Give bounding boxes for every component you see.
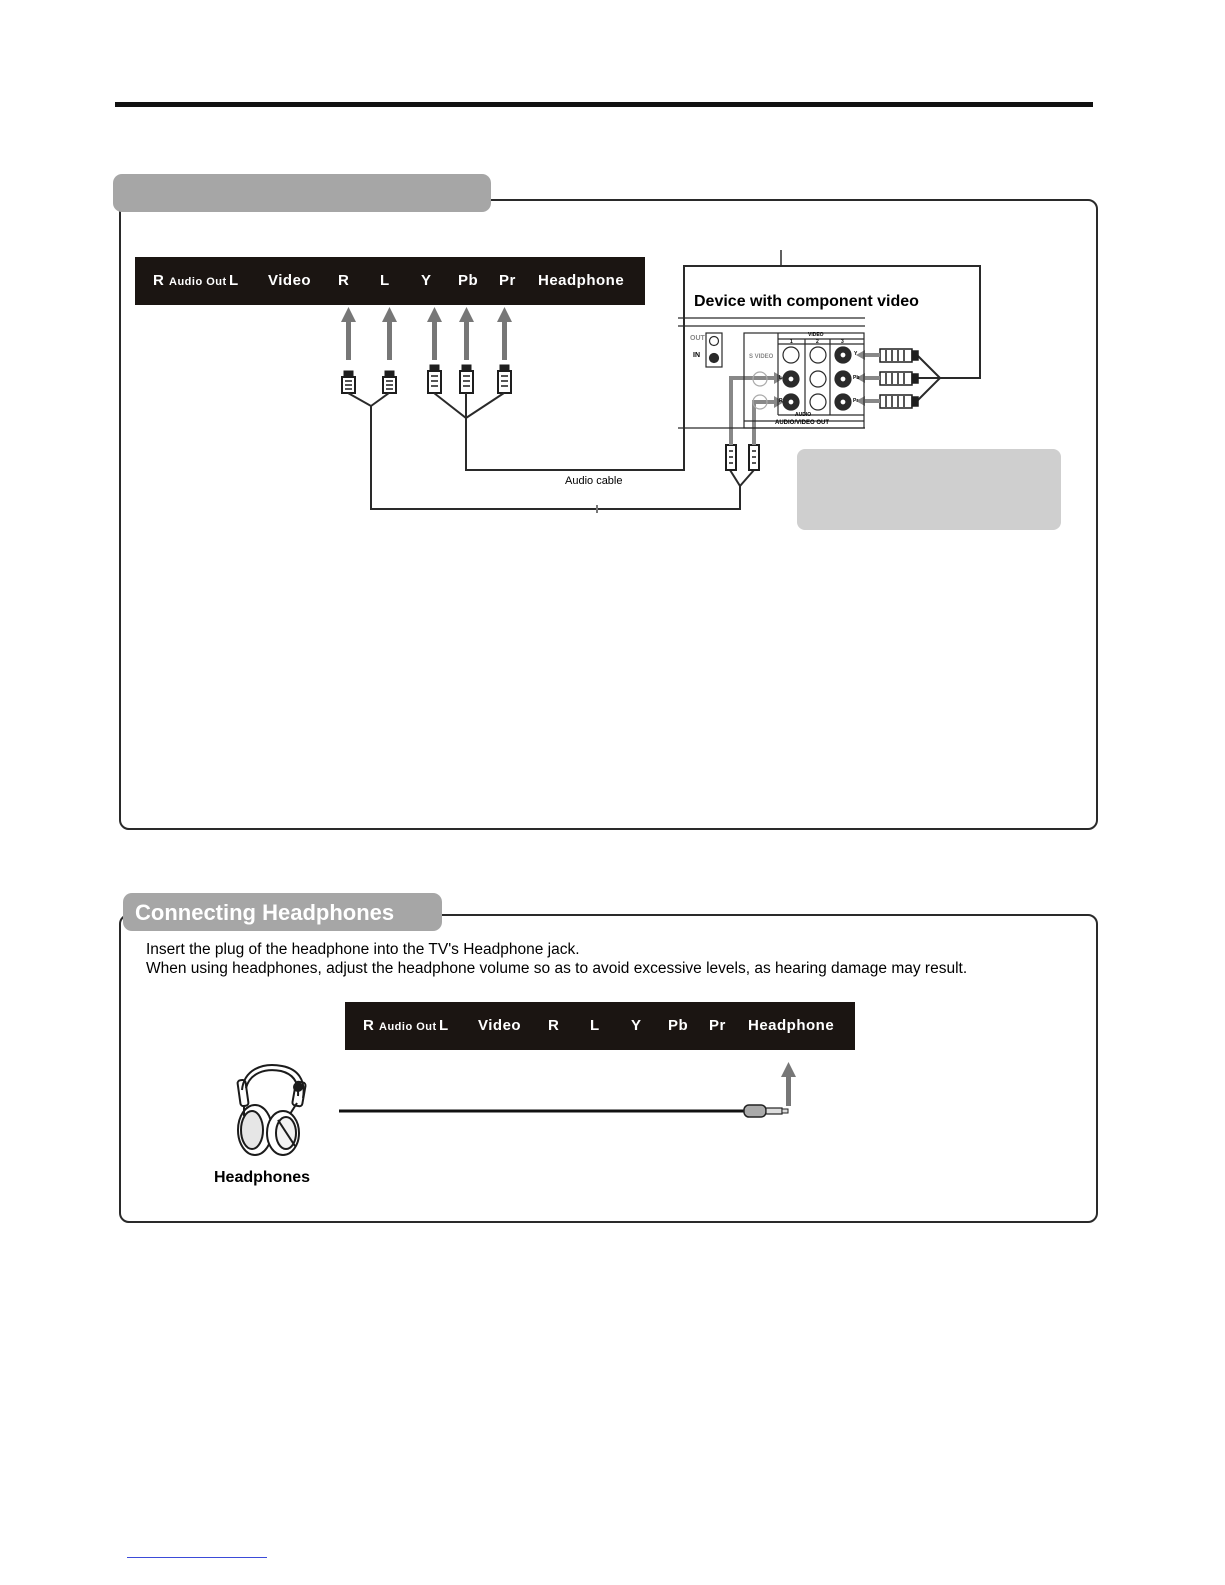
- jack-label-l: L: [380, 272, 390, 289]
- headphone-arrow: [781, 1062, 796, 1106]
- device-av-out-label: AUDIO/VIDEO OUT: [775, 420, 830, 426]
- headphones-instruction-2: When using headphones, adjust the headphone volume so as to avoid excessive levels, as hearing damage may result.: [146, 960, 968, 977]
- headphone-plug-icon: [744, 1105, 788, 1117]
- footer-link-underline[interactable]: [127, 1557, 267, 1558]
- device-col3-label: 3: [841, 339, 844, 345]
- device-pr-label: Pr: [853, 398, 859, 404]
- jack-label-y: Y: [421, 272, 432, 289]
- jack-label-l: L: [590, 1017, 600, 1034]
- jack-label-pr: Pr: [709, 1017, 726, 1034]
- jack-label-r: R: [548, 1017, 560, 1034]
- audio-cable-label: Audio cable: [565, 475, 623, 487]
- device-svideo-label: S VIDEO: [749, 354, 774, 360]
- device-col2-label: 2: [816, 339, 819, 345]
- device-audio-r-label: R: [779, 398, 783, 404]
- jack-label-audio-out-l: L: [229, 272, 239, 289]
- jack-label-audio-out-r: R: [363, 1017, 375, 1034]
- device-in-label: IN: [693, 352, 700, 359]
- device-video-label: VIDEO: [808, 332, 824, 338]
- jack-label-audio-out-l: L: [439, 1017, 449, 1034]
- jack-label-pb: Pb: [668, 1017, 689, 1034]
- jack-label-headphone: Headphone: [748, 1017, 835, 1034]
- jack-label-video: Video: [478, 1017, 522, 1034]
- headphones-icon: [237, 1065, 306, 1155]
- device-y-label: Y: [854, 351, 858, 357]
- headphones-caption: Headphones: [214, 1169, 311, 1186]
- jack-label-r: R: [338, 272, 350, 289]
- device-out-label: OUT: [690, 335, 705, 342]
- headphones-section-title: Connecting Headphones: [135, 900, 395, 925]
- jack-label-pr: Pr: [499, 272, 516, 289]
- jack-label-headphone: Headphone: [538, 272, 625, 289]
- device-with-component-video-label: Device with component video: [694, 293, 919, 310]
- device-pb-label: Pb: [853, 375, 860, 381]
- jack-label-audio-out-r: R: [153, 272, 165, 289]
- jack-label-y: Y: [631, 1017, 642, 1034]
- device-audio-l-label: L: [779, 375, 783, 381]
- jack-label-pb: Pb: [458, 272, 479, 289]
- jack-label-video: Video: [268, 272, 312, 289]
- jack-label-audio-out: Audio Out: [379, 1021, 437, 1033]
- device-col1-label: 1: [790, 339, 793, 345]
- headphones-instruction-1: Insert the plug of the headphone into the TV's Headphone jack.: [146, 941, 580, 958]
- device-audio-label: AUDIO: [795, 412, 812, 418]
- jack-label-audio-out: Audio Out: [169, 276, 227, 288]
